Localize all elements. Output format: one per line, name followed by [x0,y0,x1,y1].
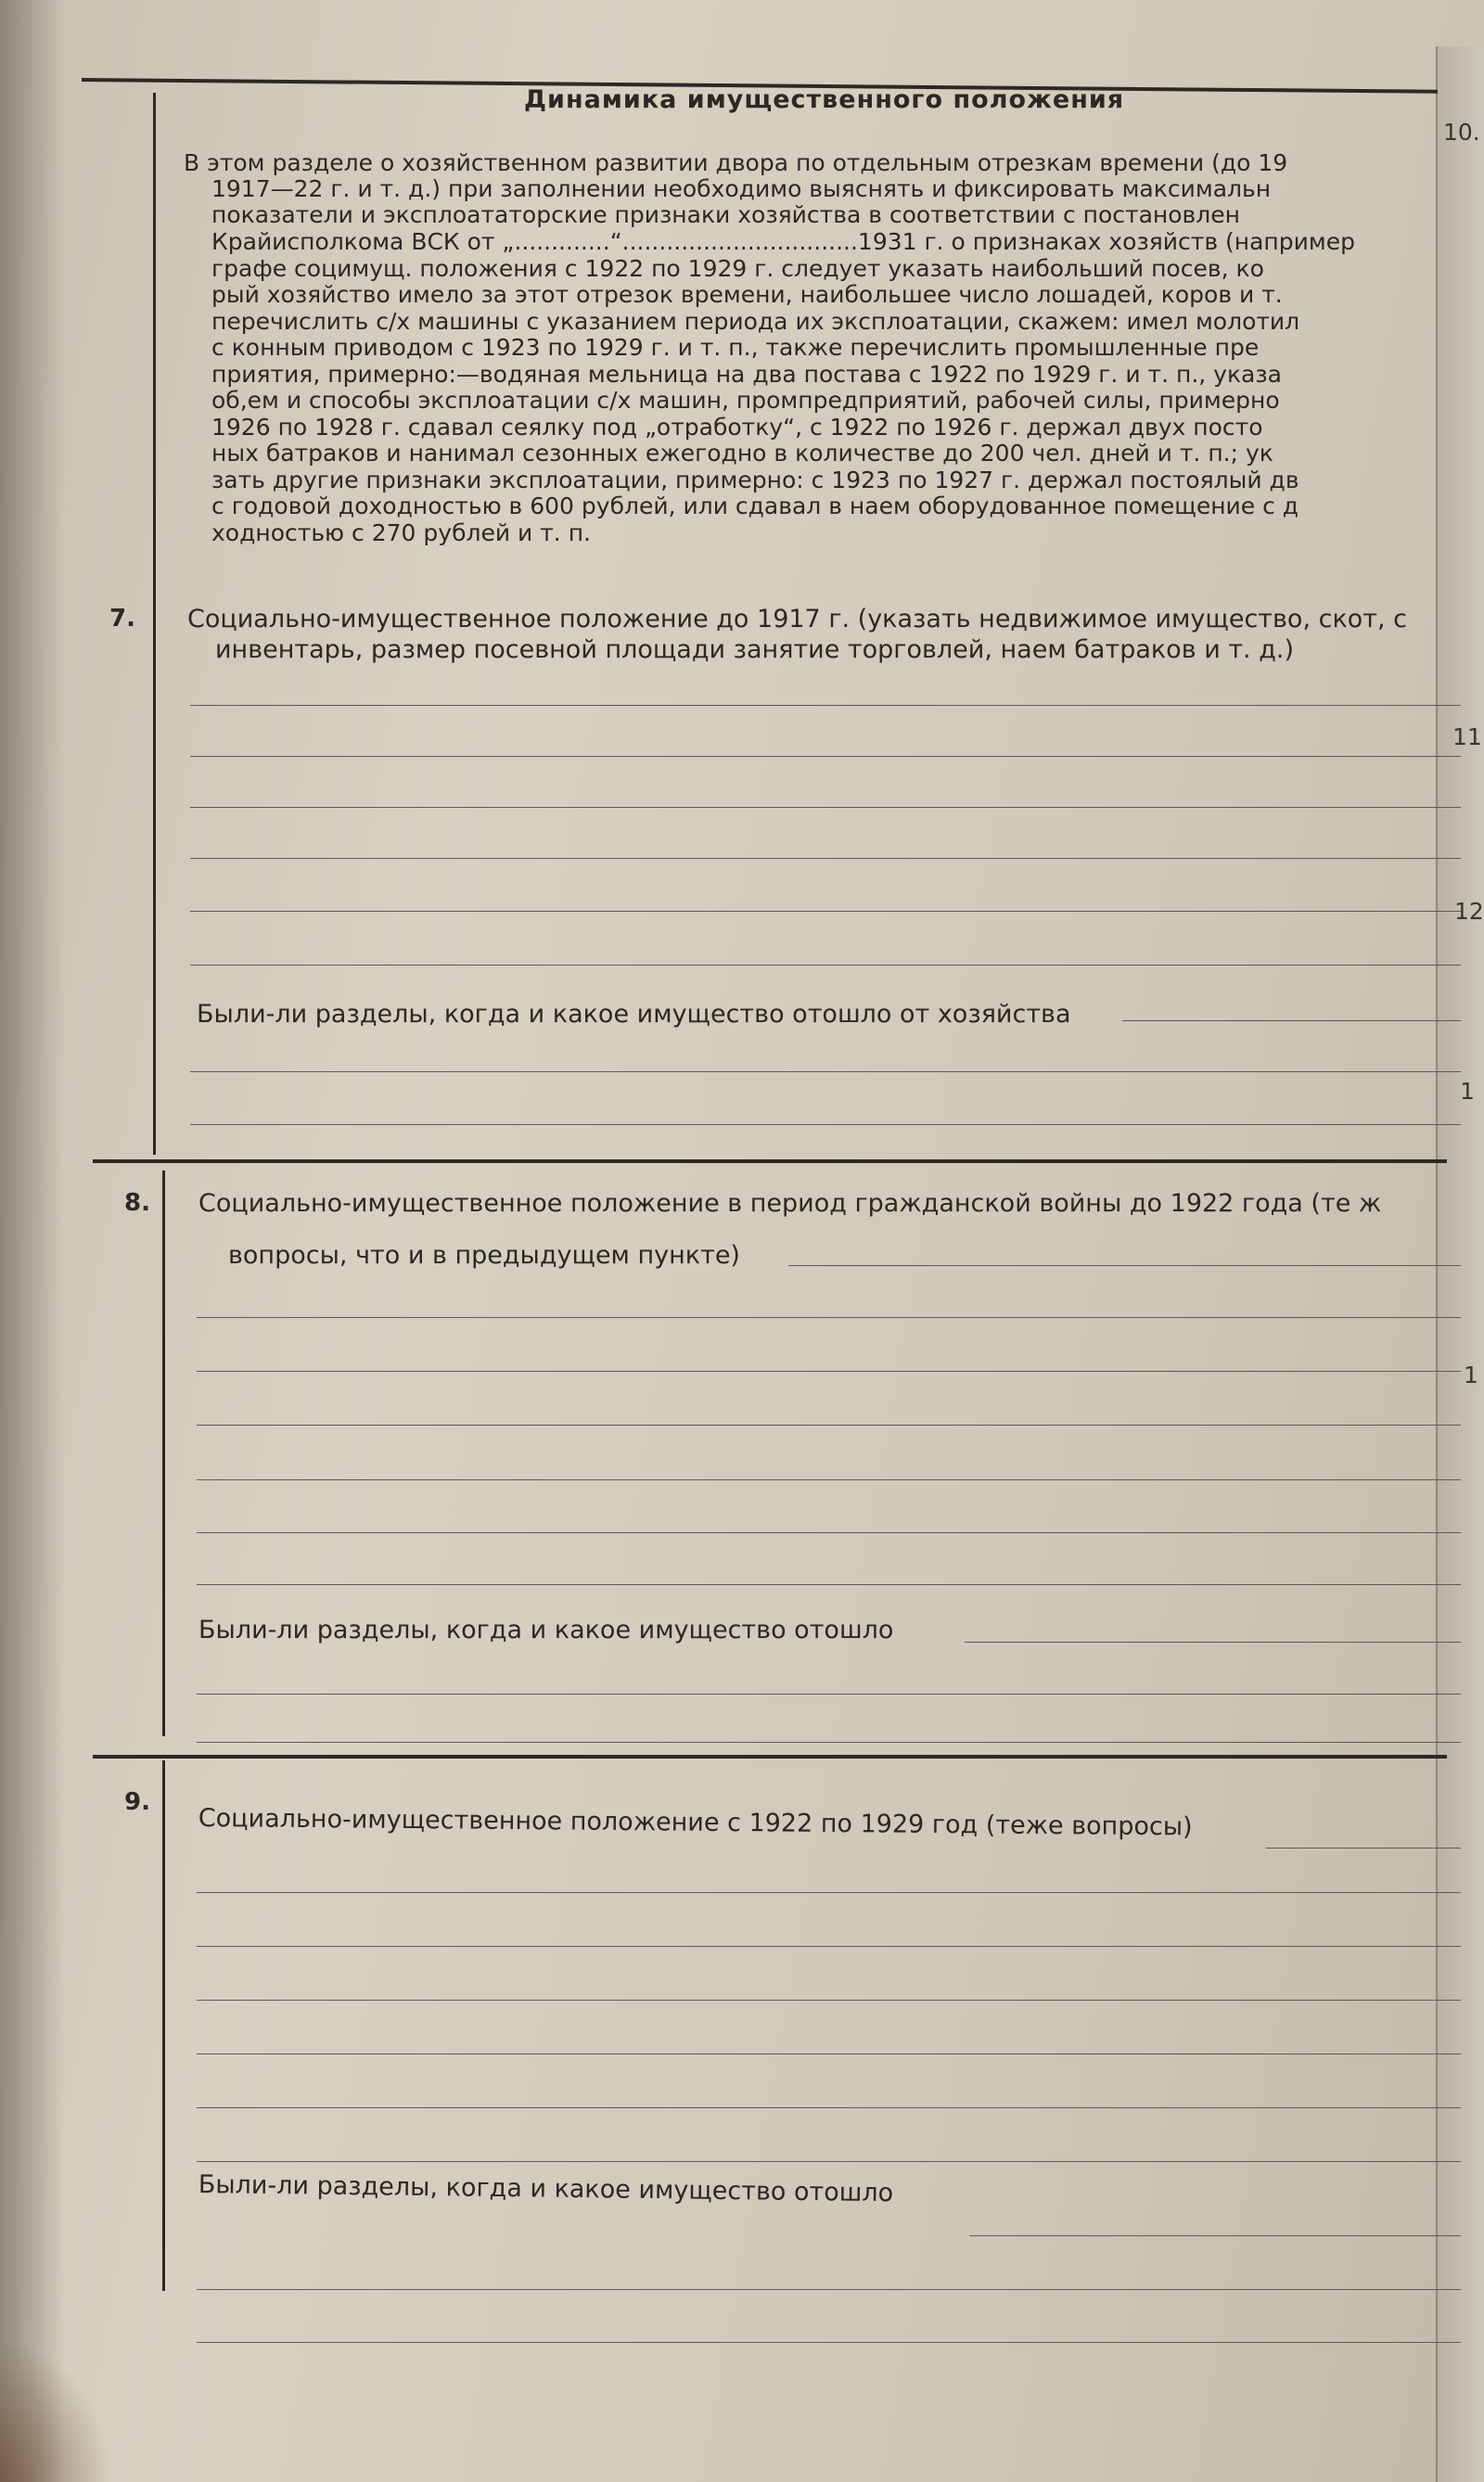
answer-line[interactable] [197,1694,1461,1695]
intro-line: с годовой доходностью в 600 рублей, или сдавал в наем оборудованное помещение с д [211,493,1299,519]
page-edge-shadow [0,0,65,2482]
section-number: 9. [124,1788,150,1816]
answer-line[interactable] [197,2289,1461,2290]
answer-line[interactable] [1266,1848,1461,1849]
margin-number: 11 [1452,723,1482,750]
answer-line[interactable] [190,807,1461,808]
margin-number: 12 [1454,898,1484,925]
division-question: Были-ли разделы, когда и какое имущество отошло [198,1616,894,1644]
answer-line[interactable] [190,756,1461,757]
intro-line: рый хозяйство имело за этот отрезок времени, наибольшее число лошадей, коров и т. [211,281,1283,308]
section-separator-9 [93,1755,1447,1759]
answer-line[interactable] [197,2107,1461,2108]
answer-line[interactable] [190,965,1461,966]
answer-line[interactable] [190,1071,1461,1072]
thumb-shadow [0,2337,111,2482]
answer-line[interactable] [197,1584,1461,1585]
intro-line: приятия, примерно:—водяная мельница на два постава с 1922 по 1929 г. и т. п., указа [211,361,1282,388]
answer-line[interactable] [197,2342,1461,2343]
intro-line: с конным приводом с 1923 по 1929 г. и т. п., также перечислить промышленные пре [211,334,1260,361]
margin-number: 1 [1460,1078,1475,1105]
answer-line[interactable] [197,1892,1461,1893]
answer-line[interactable] [190,1124,1461,1125]
answer-line[interactable] [197,2053,1461,2054]
answer-line[interactable] [969,2235,1461,2236]
section-question-line: инвентарь, размер посевной площади занятие торговлей, наем батраков и т. д.) [215,635,1295,664]
section-question-line: Социально-имущественное положение до 1917 г. (указать недвижимое имущество, скот, с [187,605,1408,633]
intro-line: 1917—22 г. и т. д.) при заполнении необходимо выяснять и фиксировать максимальн [211,175,1272,202]
margin-number: 10. [1443,119,1480,146]
left-vertical-rule-upper [153,93,156,1155]
answer-line[interactable] [197,1371,1461,1372]
answer-line[interactable] [197,1317,1461,1318]
answer-line[interactable] [197,1946,1461,1947]
intro-line: об,ем и способы эксплоатации с/х машин, промпредприятий, рабочей силы, примерно [211,387,1280,414]
section-separator-8 [93,1159,1447,1163]
section-question-line: Социально-имущественное положение в период гражданской войны до 1922 года (те ж [198,1189,1382,1218]
intro-line: зать другие признаки эксплоатации, примерно: с 1923 по 1927 г. держал постоялый дв [211,467,1299,493]
answer-line[interactable] [197,1532,1461,1533]
left-vertical-rule-middle [162,1171,165,1736]
answer-line[interactable] [197,2161,1461,2162]
answer-line[interactable] [197,1742,1461,1743]
division-question: Были-ли разделы, когда и какое имущество отошло [198,2170,894,2208]
intro-line: В этом разделе о хозяйственном развитии двора по отдельным отрезкам времени (до 19 [184,149,1288,176]
answer-line[interactable] [965,1642,1461,1643]
section-question-line: вопросы, что и в предыдущем пункте) [228,1241,740,1270]
intro-line: ных батраков и нанимал сезонных ежегодно в количестве до 200 чел. дней и т. п.; ук [211,440,1273,467]
answer-line[interactable] [788,1265,1461,1266]
answer-line[interactable] [190,705,1461,706]
section-question-line: Социально-имущественное положение с 1922 по 1929 год (теже вопросы) [198,1804,1193,1842]
intro-line: графе социмущ. положения с 1922 по 1929 г. следует указать наибольший посев, ко [211,255,1264,282]
left-vertical-rule-lower [162,1760,165,2291]
answer-line[interactable] [190,858,1461,859]
intro-line: Крайисполкома ВСК от „.............“................................1931 г. о признаках хозяйств (например [211,228,1356,255]
section-number: 7. [109,605,135,633]
answer-line[interactable] [1122,1020,1461,1021]
division-question: Были-ли разделы, когда и какое имущество отошло от хозяйства [197,1000,1071,1029]
intro-line: показатели и эксплоататорские признаки хозяйства в соответствии с постановлен [211,201,1240,228]
answer-line[interactable] [197,2000,1461,2001]
intro-line: ходностью с 270 рублей и т. п. [211,519,591,546]
next-page-edge [1436,46,1484,2482]
answer-line[interactable] [197,1479,1461,1480]
section-number: 8. [124,1189,150,1217]
answer-line[interactable] [197,1425,1461,1426]
margin-number: 1 [1464,1362,1478,1388]
page-title: Динамика имущественного положения [524,85,1125,114]
intro-line: перечислить с/х машины с указанием периода их эксплоатации, скажем: имел молотил [211,308,1300,335]
answer-line[interactable] [190,911,1461,912]
intro-line: 1926 по 1928 г. сдавал сеялку под „отработку“, с 1922 по 1926 г. держал двух посто [211,414,1263,441]
